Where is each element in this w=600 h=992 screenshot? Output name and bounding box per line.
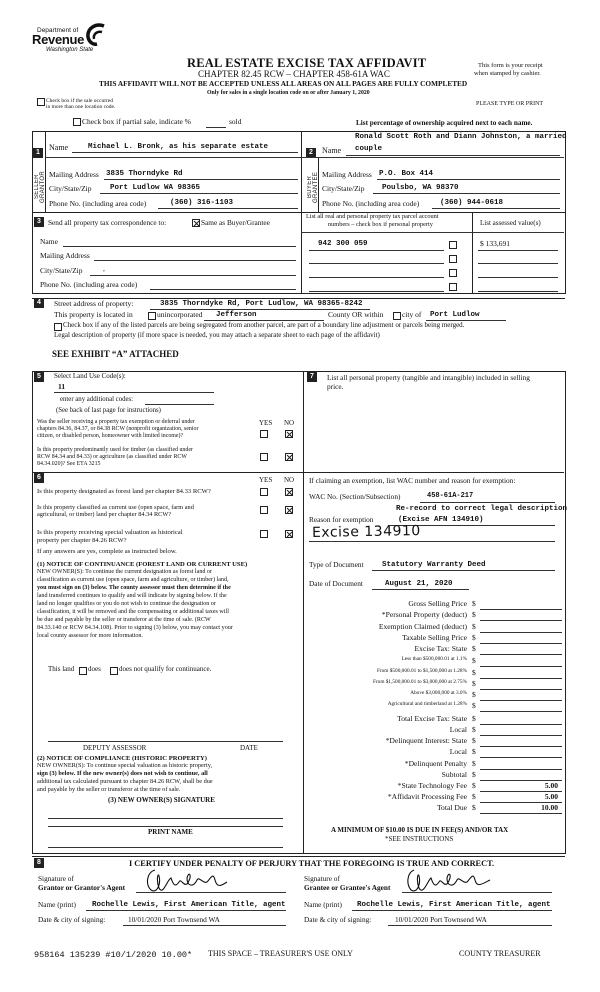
- s5-q2-line1: Is this property predominantly used for timber (as classified under: [37, 447, 193, 453]
- s5-q2-line3: 84.34.020)? See ETA 3215: [37, 461, 101, 467]
- logo-state: Washington State: [46, 47, 94, 53]
- section-4-number: 4: [34, 298, 44, 308]
- wac-value: 458-61A-217: [427, 492, 474, 500]
- wac-label: WAC No. (Section/Subsection): [309, 492, 401, 501]
- tax-line-field[interactable]: [480, 633, 562, 644]
- tax-total-value: 10.00: [541, 803, 558, 813]
- tax-line-label: Excise Tax: State: [414, 644, 467, 654]
- buyer-name-value-2: couple: [355, 145, 383, 153]
- assessed-field-3[interactable]: [478, 267, 558, 278]
- seller-name-label: Name: [49, 143, 69, 152]
- grantor-sig-label-2: Grantor or Grantor's Agent: [38, 883, 126, 892]
- same-as-buyer-label: Same as Buyer/Grantee: [201, 218, 270, 227]
- historic-line: additional tax calculated pursuant to chapter 84.26 RCW, shall be due: [37, 778, 213, 785]
- city-value: Port Ludlow: [430, 311, 480, 319]
- tax-bracket-label: Above $3,000,000 at 3.0%: [410, 690, 467, 697]
- city-of-label: city of: [402, 310, 422, 319]
- grantee-sig-label-2: Grantee or Grantee's Agent: [304, 883, 391, 892]
- grantor-name-value: Rochelle Lewis, First American Title, agent: [92, 901, 286, 909]
- personal-prop-line2: price.: [327, 382, 344, 391]
- seller-name-value: Michael L. Bronk, as his separate estate: [88, 143, 269, 151]
- s6-no-header: NO: [284, 476, 295, 484]
- s3-name-label: Name: [40, 237, 58, 246]
- buyer-mailing-value: P.O. Box 414: [379, 170, 434, 178]
- buyer-row-line: [301, 157, 564, 158]
- tax-bracket-label: From $1,500,000.01 to $3,000,000 at 2.75%: [372, 678, 467, 685]
- reason-field-2[interactable]: [309, 531, 555, 542]
- form-title: REAL ESTATE EXCISE TAX AFFIDAVIT: [187, 56, 427, 70]
- s6-q1-no-checkbox[interactable]: [285, 488, 293, 496]
- s5-q1-yes-checkbox[interactable]: [260, 430, 268, 438]
- buyer-city-value: Poulsbo, WA 98370: [382, 184, 459, 192]
- dollar-sign: $: [472, 769, 476, 779]
- seller-phone-label: Phone No. (including area code): [49, 199, 147, 208]
- exemption-question: If claiming an exemption, list WAC number and reason for exemption:: [309, 476, 516, 485]
- s6-q2-line2: agricultural, or timber) land per chapter 84.34 RCW?: [37, 511, 172, 518]
- additional-codes-field[interactable]: [145, 394, 214, 405]
- continuance-line: 84.33.140 or RCW 84.34.108). Prior to signing (3) below, you may contact your: [37, 625, 233, 631]
- section-7-number: 7: [307, 372, 317, 382]
- assessed-field-4[interactable]: [478, 281, 558, 292]
- continuance-line: land no longer qualifies or you do not wish to continue the designation or: [37, 601, 216, 607]
- land-does-checkbox[interactable]: [79, 667, 87, 675]
- assessed-divider: [472, 212, 473, 293]
- please-type: PLEASE TYPE OR PRINT: [476, 101, 544, 107]
- personal-prop-line1: List all personal property (tangible and intangible) included in selling: [327, 373, 530, 382]
- land-use-value: 11: [58, 382, 66, 391]
- unincorporated-label: unincorporated: [157, 310, 203, 319]
- partial-sale-label: Check box if partial sale, indicate %: [82, 117, 191, 126]
- tax-line-label: Taxable Selling Price: [402, 632, 467, 642]
- dollar-sign: $: [472, 736, 476, 746]
- send-correspondence-label: Send all property tax correspondence to:: [48, 218, 167, 227]
- dor-emblem-icon: [84, 22, 108, 46]
- partial-sale-checkbox[interactable]: [73, 118, 81, 126]
- seller-side-label: SELLER GRANTOR: [34, 171, 46, 203]
- s3-mailing-label: Mailing Address: [40, 251, 90, 260]
- multi-location-label-2: in more than one location code.: [46, 104, 116, 110]
- seller-phone-value: (360) 316-1103: [170, 199, 234, 207]
- section-6-top-line: [32, 472, 303, 473]
- see-instructions-note: *SEE INSTRUCTIONS: [385, 835, 454, 843]
- seller-city-label: City/State/Zip: [49, 184, 92, 193]
- dollar-sign: $: [472, 632, 476, 642]
- dollar-sign: $: [472, 610, 476, 620]
- grantee-date-label: Date & city of signing:: [304, 915, 372, 924]
- s6-q3-yes-checkbox[interactable]: [260, 530, 268, 538]
- receipt-note-2: when stamped by cashier.: [474, 70, 541, 77]
- parcel-field-2[interactable]: [309, 253, 444, 264]
- section-2-number: 2: [306, 148, 316, 158]
- dollar-sign: $: [472, 792, 476, 802]
- section-5-number: 5: [34, 372, 44, 382]
- tax-bracket-field[interactable]: [480, 656, 562, 667]
- tax-total-label: Subtotal: [441, 769, 467, 779]
- section-3-divider: [301, 212, 302, 293]
- continuance-line: NEW OWNER(S): To continue the current designation as forest land or: [37, 569, 213, 575]
- historic-head: (2) NOTICE OF COMPLIANCE (HISTORIC PROPERTY): [37, 755, 207, 762]
- assessed-head: List assessed value(s): [480, 219, 541, 227]
- continuance-line: land transferred continues to qualify and will indicate by signing below. If the: [37, 593, 227, 599]
- buyer-phone-value: (360) 944-0618: [440, 199, 504, 207]
- grantee-name-value: Rochelle Lewis, First American Title, agent: [357, 901, 551, 909]
- tax-total-field[interactable]: [480, 725, 562, 736]
- multi-location-checkbox[interactable]: [37, 98, 45, 106]
- county-value: Jefferson: [216, 311, 257, 319]
- parcel-2-personal-checkbox[interactable]: [449, 255, 457, 263]
- form-warning: THIS AFFIDAVIT WILL NOT BE ACCEPTED UNLESS ALL AREAS ON ALL PAGES ARE FULLY COMPLETED: [99, 79, 468, 88]
- certify-statement: I CERTIFY UNDER PENALTY OF PERJURY THAT THE FOREGOING IS TRUE AND CORRECT.: [129, 859, 495, 868]
- buyer-name-label: Name: [322, 146, 342, 155]
- land-does-not-label: does not qualify for continuance.: [119, 665, 212, 673]
- tax-total-label: *Delinquent Penalty: [404, 758, 467, 768]
- receipt-note-1: This form is your receipt: [478, 62, 543, 69]
- new-owner-signature-line-2[interactable]: [48, 826, 283, 827]
- s5-q1-line2: chapters 84.36, 84.37, or 84.38 RCW (nonprofit organization, senior: [37, 426, 199, 432]
- s6-yes-header: YES: [259, 476, 273, 484]
- dollar-sign: $: [472, 644, 476, 654]
- parcel-head-line: [301, 232, 564, 233]
- tax-line-label: Exemption Claimed (deduct): [378, 621, 467, 631]
- section-1-number: 1: [33, 148, 43, 158]
- s5-q2-yes-checkbox[interactable]: [260, 453, 268, 461]
- seller-row-line: [45, 157, 301, 158]
- doc-date-label: Date of Document: [309, 579, 363, 588]
- tax-total-field[interactable]: [480, 736, 562, 747]
- handwritten-excise-note: Excise 134910: [311, 523, 421, 541]
- s5-q2-no-checkbox[interactable]: [285, 453, 293, 461]
- form-only-for: Only for sales in a single location code on or after January 1, 2020: [207, 90, 370, 96]
- see-back-note: (See back of last page for instructions): [56, 407, 161, 414]
- dollar-sign: $: [472, 599, 476, 608]
- partial-sale-sold: sold: [229, 117, 242, 126]
- s3-city-value: ,: [103, 264, 105, 273]
- land-does-not-checkbox[interactable]: [110, 667, 118, 675]
- tax-total-field[interactable]: [480, 759, 562, 770]
- located-label: This property is located in: [54, 310, 133, 319]
- tax-total-label: Local: [449, 747, 467, 757]
- cashier-stamp: 958164 135239 #10/1/2020 10.00*: [34, 950, 193, 960]
- grantor-signature-image: [137, 866, 247, 898]
- parcel-field-1[interactable]: [309, 240, 444, 251]
- grantee-sig-label-1: Signature of: [304, 874, 340, 883]
- tax-line-label: *Personal Property (deduct): [381, 610, 467, 620]
- treasurer-space-label: THIS SPACE – TREASURER'S USE ONLY: [208, 949, 353, 958]
- s5-q1-line3: citizen, or disabled person, homeowner with limited income)?: [37, 433, 184, 439]
- dollar-sign: $: [472, 656, 476, 666]
- additional-codes-label: enter any additional codes:: [60, 396, 134, 403]
- tax-line-field[interactable]: [480, 599, 562, 610]
- street-value: 3835 Thorndyke Rd, Port Ludlow, WA 98365-8242: [160, 300, 363, 308]
- tax-total-label: *Delinquent Interest: State: [385, 736, 467, 746]
- s6-q1-yes-checkbox[interactable]: [260, 488, 268, 496]
- continuance-line: be due and payable by the seller or transferor at the time of sale. (RCW: [37, 617, 211, 623]
- dollar-sign: $: [472, 803, 476, 813]
- tax-bracket-label: From $500,000.01 to $1,500,000 at 1.28%: [376, 667, 467, 674]
- s6-if-yes: If any answers are yes, complete as instructed below.: [37, 548, 177, 555]
- exhibit-a-note: SEE EXHIBIT “A” ATTACHED: [52, 349, 179, 359]
- new-owner-signature-label: (3) NEW OWNER(S) SIGNATURE: [108, 796, 215, 804]
- s3-phone-label: Phone No. (including area code): [40, 280, 138, 289]
- s6-q1: Is this property designated as forest land per chapter 84.33 RCW?: [37, 488, 211, 495]
- tax-bracket-field[interactable]: [480, 668, 562, 679]
- grantee-signature-image: [398, 866, 508, 898]
- form-subtitle: CHAPTER 82.45 RCW – CHAPTER 458-61A WAC: [198, 69, 390, 79]
- section-7-mid-line: [303, 472, 564, 473]
- dollar-sign: $: [472, 758, 476, 768]
- tax-total-field[interactable]: [480, 747, 562, 758]
- s6-q2-no-checkbox[interactable]: [285, 506, 293, 514]
- partial-sale-percent-field[interactable]: [206, 117, 226, 128]
- legal-description-label: Legal description of property (if more space is needed, you may attach a separate sheet to each page of the affidavit): [54, 331, 380, 339]
- tax-bracket-field[interactable]: [480, 690, 562, 701]
- parcel-field-3[interactable]: [309, 267, 444, 278]
- continuance-line: you must sign on (3) below. The county assessor must then determine if the: [37, 585, 231, 591]
- within-city-checkbox[interactable]: [393, 312, 401, 320]
- section-8-top-line: [32, 856, 565, 857]
- county-treasurer-label: COUNTY TREASURER: [459, 949, 541, 958]
- grantor-name-label: Name (print): [38, 900, 76, 909]
- street-label: Street address of property:: [54, 299, 134, 308]
- historic-line: and payable by the seller or transferor at the time of sale.: [37, 786, 181, 793]
- this-land-label: This land: [48, 665, 75, 673]
- doc-date-value: August 21, 2020: [385, 580, 453, 588]
- dollar-sign: $: [472, 690, 476, 700]
- tax-total-value: 5.00: [544, 780, 558, 790]
- buyer-name-value-1: Ronald Scott Roth and Diann Johnston, a married: [355, 133, 567, 141]
- tax-line-label: Gross Selling Price: [408, 599, 467, 608]
- s3-name-field[interactable]: [63, 236, 296, 247]
- parcel-3-personal-checkbox[interactable]: [449, 269, 457, 277]
- parcel-head-1: List all real and personal property tax parcel account: [306, 213, 439, 220]
- s6-q2-line1: Is this property classified as current use (open space, farm and: [37, 504, 194, 511]
- print-name-label: PRINT NAME: [148, 828, 193, 836]
- tax-total-value: 5.00: [544, 792, 558, 802]
- dollar-sign: $: [472, 678, 476, 688]
- reason-label: Reason for exemption: [309, 515, 374, 524]
- unincorporated-checkbox[interactable]: [148, 312, 156, 320]
- dollar-sign: $: [472, 701, 476, 711]
- s6-q3-no-checkbox[interactable]: [285, 530, 293, 538]
- dollar-sign: $: [472, 747, 476, 757]
- land-does-label: does: [88, 665, 101, 673]
- continuance-head: (1) NOTICE OF CONTINUANCE (FOREST LAND OR CURRENT USE): [37, 561, 248, 568]
- buyer-mailing-label: Mailing Address: [322, 170, 372, 179]
- parcel-4-personal-checkbox[interactable]: [449, 283, 457, 291]
- assessed-field-1[interactable]: [478, 240, 558, 251]
- new-owner-signature-line[interactable]: [48, 818, 283, 819]
- s3-mailing-field[interactable]: [94, 250, 296, 261]
- section-6-number: 6: [34, 473, 44, 483]
- historic-line: sign (3) below. If the new owner(s) does not wish to continue, all: [37, 770, 208, 777]
- section-3-number: 3: [34, 217, 44, 227]
- s5-q2-line2: RCW 84.34 and 84.33) or agriculture (as classified under RCW: [37, 454, 187, 460]
- same-as-buyer-checkbox[interactable]: [192, 219, 200, 227]
- minimum-due-note: A MINIMUM OF $10.00 IS DUE IN FEE(S) AND/OR TAX: [331, 826, 509, 834]
- buyer-city-label: City/State/Zip: [322, 184, 365, 193]
- segregated-label: Check box if any of the listed parcels are being segregated from another parcel, are part of a boundary line adjustment or parcels being merged.: [63, 321, 465, 329]
- s6-q3-line2: property per chapter 84.26 RCW?: [37, 537, 127, 544]
- buyer-phone-label: Phone No. (including area code): [322, 199, 420, 208]
- reason-value-1: Re-record to correct legal description: [396, 505, 568, 513]
- continuance-line: classification as current use (open space, farm and agriculture, or timber) land,: [37, 577, 229, 583]
- parcel-head-2: numbers – check box if personal property: [328, 221, 433, 228]
- tax-line-field[interactable]: [480, 610, 562, 621]
- dollar-sign: $: [472, 713, 476, 723]
- dollar-sign: $: [472, 780, 476, 790]
- tax-line-field[interactable]: [480, 644, 562, 655]
- land-use-field[interactable]: [54, 382, 214, 393]
- s6-q2-yes-checkbox[interactable]: [260, 506, 268, 514]
- tax-total-label: Local: [449, 724, 467, 734]
- multi-location-label-1: Check box if the sale occurred: [46, 98, 114, 104]
- grantor-date-label: Date & city of signing:: [38, 915, 106, 924]
- tax-line-field[interactable]: [480, 622, 562, 633]
- grantee-date-value: 10/01/2020 Port Townsend WA: [395, 915, 487, 924]
- s3-city-label: City/State/Zip: [40, 266, 83, 275]
- grantee-name-label: Name (print): [304, 900, 342, 909]
- deputy-date-label: DATE: [240, 744, 258, 752]
- segregated-checkbox[interactable]: [54, 323, 62, 331]
- s5-q1-line1: Was the seller receiving a property tax exemption or deferral under: [37, 419, 195, 425]
- parcel-1-personal-checkbox[interactable]: [449, 241, 457, 249]
- seller-city-value: Port Ludlow WA 98365: [110, 184, 201, 192]
- s3-phone-field[interactable]: [150, 279, 296, 290]
- seller-mailing-value: 3835 Thorndyke Rd: [106, 170, 183, 178]
- tax-total-label: *Affidavit Processing Fee: [387, 792, 467, 802]
- grantor-date-value: 10/01/2020 Port Townsend WA: [128, 915, 220, 924]
- deputy-assessor-label: DEPUTY ASSESSOR: [83, 744, 147, 752]
- list-percentage-note: List percentage of ownership acquired next to each name.: [356, 119, 533, 127]
- parcel-number-value: 942 300 059: [318, 240, 368, 248]
- dollar-sign: $: [472, 667, 476, 677]
- assessed-value: $ 133,691: [480, 239, 510, 248]
- seller-mailing-label: Mailing Address: [49, 170, 99, 179]
- tax-total-label: Total Excise Tax: State: [397, 713, 467, 723]
- logo-revenue: Revenue: [32, 32, 85, 47]
- sections-divider: [303, 371, 304, 853]
- s3-city-field[interactable]: [90, 265, 296, 276]
- s5-yes-header: YES: [259, 419, 273, 427]
- land-use-label: Select Land Use Code(s):: [54, 372, 126, 380]
- logo-dept-line: Department of: [37, 27, 79, 34]
- assessed-field-2[interactable]: [478, 253, 558, 264]
- dollar-sign: $: [472, 621, 476, 631]
- tax-total-label: *State Technology Fee: [397, 780, 467, 790]
- continuance-line: local county assessor for more information.: [37, 633, 143, 639]
- historic-line: NEW OWNER(S): To continue special valuation as historic property,: [37, 762, 213, 769]
- dollar-sign: $: [472, 724, 476, 734]
- tax-bracket-field[interactable]: [480, 679, 562, 690]
- county-or-label: County OR within: [328, 310, 384, 319]
- grantor-sig-label-1: Signature of: [38, 874, 74, 883]
- s5-no-header: NO: [284, 419, 295, 427]
- tax-total-field[interactable]: [480, 714, 562, 725]
- section-8-number: 8: [34, 858, 44, 868]
- tax-bracket-label: Less than $500,000.01 at 1.1%: [401, 656, 467, 663]
- parcel-field-4[interactable]: [309, 281, 444, 292]
- doc-type-label: Type of Document: [309, 560, 364, 569]
- print-name-line[interactable]: [48, 847, 283, 848]
- tax-total-field[interactable]: [480, 770, 562, 781]
- tax-bracket-label: Agricultural and timberland at 1.28%: [387, 701, 467, 708]
- continuance-line: classification, it will be removed and the compensating or additional taxes will: [37, 609, 229, 615]
- deputy-signature-line[interactable]: [48, 741, 283, 742]
- s6-q3-line1: Is this property receiving special valuation as historical: [37, 529, 183, 536]
- reason-value-2: (Excise AFN 134910): [398, 516, 484, 524]
- tax-bracket-field[interactable]: [480, 701, 562, 712]
- s5-q1-no-checkbox[interactable]: [285, 430, 293, 438]
- tax-total-label: Total Due: [436, 803, 467, 813]
- parties-divider: [301, 131, 302, 212]
- buyer-side-label: BUYER GRANTEE: [307, 171, 319, 203]
- doc-type-value: Statutory Warranty Deed: [382, 561, 486, 569]
